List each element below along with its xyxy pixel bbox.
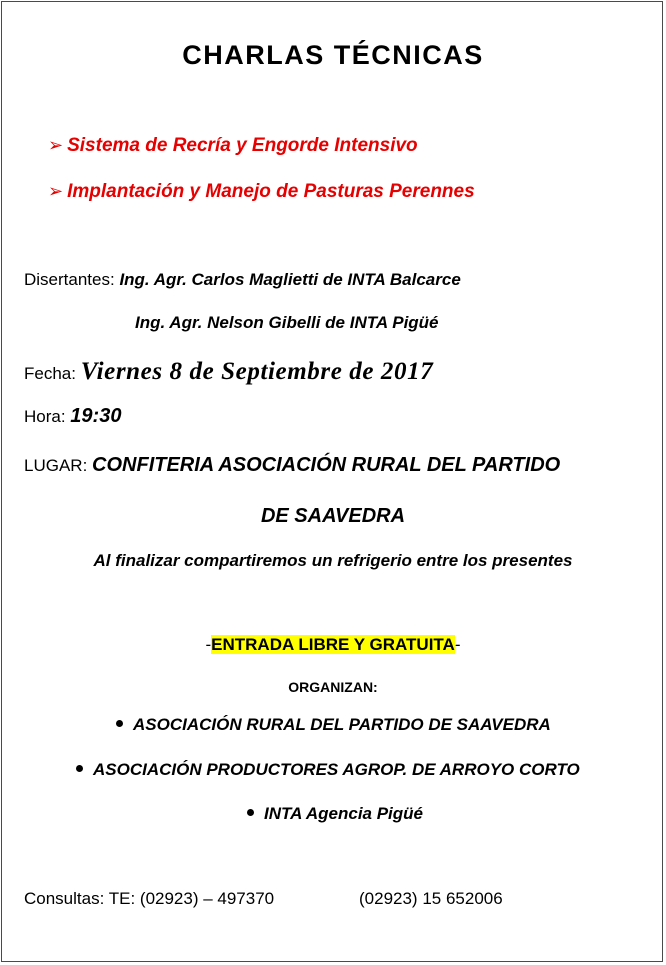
speakers-label: Disertantes: [24, 270, 120, 289]
topic-item [48, 135, 418, 157]
arrow-bullet-icon: ➢ [48, 135, 64, 155]
place-line [24, 454, 560, 477]
topic-item [48, 181, 475, 203]
date-value: Viernes 8 de Septiembre de 2017 [80, 358, 434, 385]
place-value: CONFITERIA ASOCIACIÓN RURAL DEL PARTIDO [92, 454, 561, 476]
topic-label: Sistema de Recría y Engorde Intensivo [67, 135, 418, 156]
contact-phone: (02923) – 497370 [139, 889, 275, 908]
organizers-heading: ORGANIZAN: [288, 679, 378, 695]
bullet-dot-icon [116, 720, 123, 727]
organizer-item [247, 804, 423, 824]
place-value-continued: DE SAAVEDRA [260, 505, 406, 527]
time-value: 19:30 [70, 405, 122, 427]
organizer-item [76, 760, 580, 780]
contact-phone: (02923) 15 652006 [359, 889, 503, 908]
contact-label: Consultas: TE: [24, 889, 140, 908]
organizer-label: ASOCIACIÓN RURAL DEL PARTIDO DE SAAVEDRA [133, 715, 551, 734]
speaker-name: Ing. Agr. Nelson Gibelli de INTA Pigüé [135, 313, 439, 332]
date-line [24, 358, 433, 386]
bullet-dot-icon [247, 809, 254, 816]
speaker-name: Ing. Agr. Carlos Maglietti de INTA Balcarce [119, 270, 461, 289]
entry-note: -ENTRADA LIBRE Y GRATUITA- [205, 635, 461, 654]
contact-line [24, 889, 274, 909]
time-label: Hora: [24, 407, 71, 426]
time-line [24, 405, 121, 428]
free-entry-highlight: ENTRADA LIBRE Y GRATUITA [211, 635, 455, 654]
organizer-item [116, 715, 551, 735]
date-label: Fecha: [24, 364, 81, 383]
organizer-label: ASOCIACIÓN PRODUCTORES AGROP. DE ARROYO CORTO [93, 760, 580, 779]
topic-label: Implantación y Manejo de Pasturas Perennes [67, 181, 475, 202]
speakers-line [24, 270, 461, 290]
bullet-dot-icon [76, 765, 83, 772]
arrow-bullet-icon: ➢ [48, 181, 64, 201]
organizer-label: INTA Agencia Pigüé [264, 804, 424, 823]
refreshment-note: Al finalizar compartiremos un refrigerio entre los presentes [93, 551, 573, 570]
flyer-page [1, 1, 663, 962]
page-title: CHARLAS TÉCNICAS [182, 40, 484, 70]
place-label: LUGAR: [24, 456, 93, 475]
